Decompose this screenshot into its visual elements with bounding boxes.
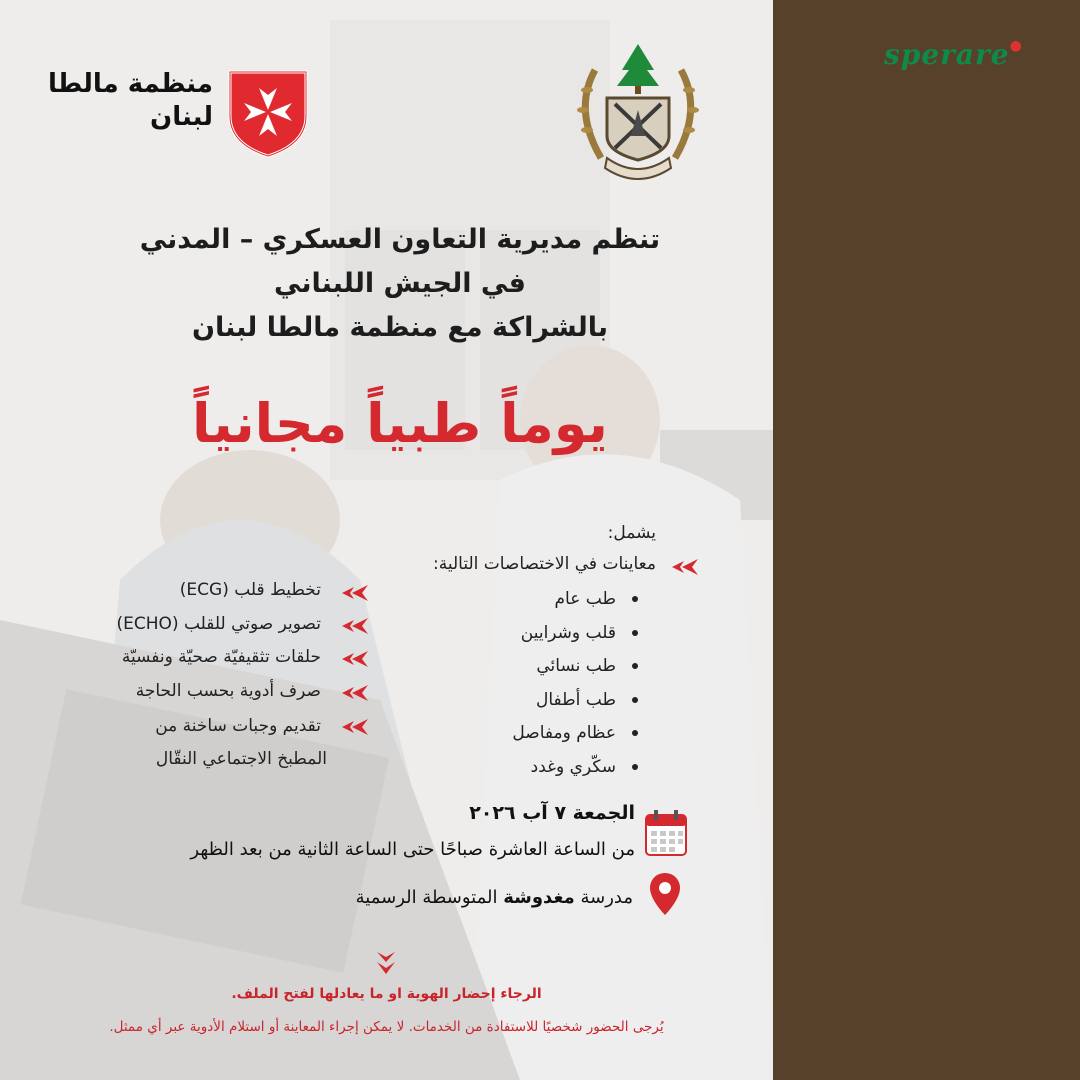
specialties-list (512, 586, 638, 787)
location-pin-icon (649, 872, 681, 916)
intro-text (120, 218, 680, 350)
intro-line1: تنظم مديرية التعاون العسكري – المدني (139, 224, 661, 255)
list-item: طب عام (512, 586, 638, 620)
list-item: قلب وشرايين (512, 620, 638, 654)
place-suffix: المتوسطة الرسمية (355, 887, 498, 908)
attendance-notice: يُرجى الحضور شخصيًا للاستفادة من الخدمات. لا يمكن إجراء المعاينة أو استلام الأدوية عبر أي ممثل. (109, 1019, 664, 1035)
place-name: مغدوشة (503, 887, 575, 908)
service-item-continued: المطبخ الاجتماعي النقّال (155, 749, 327, 769)
includes-label: يشمل: (607, 523, 656, 543)
event-time: من الساعة العاشرة صباحًا حتى الساعة الثانية من بعد الظهر (190, 839, 635, 860)
red-chevron-icon (668, 558, 698, 576)
id-notice: الرجاء إحضار الهوية او ما يعادلها لفتح الملف. (231, 986, 542, 1002)
calendar-icon (645, 810, 687, 856)
event-place (356, 887, 633, 908)
intro-line2: في الجيش اللبناني (274, 268, 526, 299)
intro-line3: بالشراكة مع منظمة مالطا لبنان (191, 312, 609, 343)
specialties-title: معاينات في الاختصاصات التالية: (432, 554, 656, 574)
brand-logo (884, 38, 1023, 71)
service-item: صرف أدوية بحسب الحاجة (135, 681, 321, 701)
place-prefix: مدرسة (580, 887, 633, 908)
service-item: تصوير صوتي للقلب (ECHO) (116, 614, 321, 634)
org-name-line1: منظمة مالطا (47, 69, 213, 99)
red-chevron-icon (338, 684, 368, 702)
brand-name: sperare (884, 38, 1010, 71)
service-item: حلقات تثقيفيّة صحيّة ونفسيّة (121, 647, 321, 667)
list-item: طب أطفال (512, 687, 638, 721)
down-chevron-icon (375, 950, 397, 976)
side-panel (773, 0, 1080, 1080)
list-item: طب نسائي (512, 653, 638, 687)
red-chevron-icon (338, 650, 368, 668)
service-item: تخطيط قلب (ECG) (179, 580, 321, 600)
headline: يوماً طبياً مجانياً (192, 392, 608, 455)
org-name (48, 68, 213, 134)
lebanese-army-emblem-icon (567, 40, 709, 185)
service-item: تقديم وجبات ساخنة من (155, 716, 321, 736)
org-name-line2: لبنان (150, 102, 213, 132)
event-date: الجمعة ٧ آب ٢٠٢٦ (469, 802, 635, 824)
red-chevron-icon (338, 617, 368, 635)
order-of-malta-shield-icon (228, 70, 308, 158)
red-chevron-icon (338, 718, 368, 736)
list-item: سكّري وغدد (512, 754, 638, 788)
list-item: عظام ومفاصل (512, 720, 638, 754)
brand-dot-icon: ● (1009, 38, 1023, 54)
red-chevron-icon (338, 584, 368, 602)
